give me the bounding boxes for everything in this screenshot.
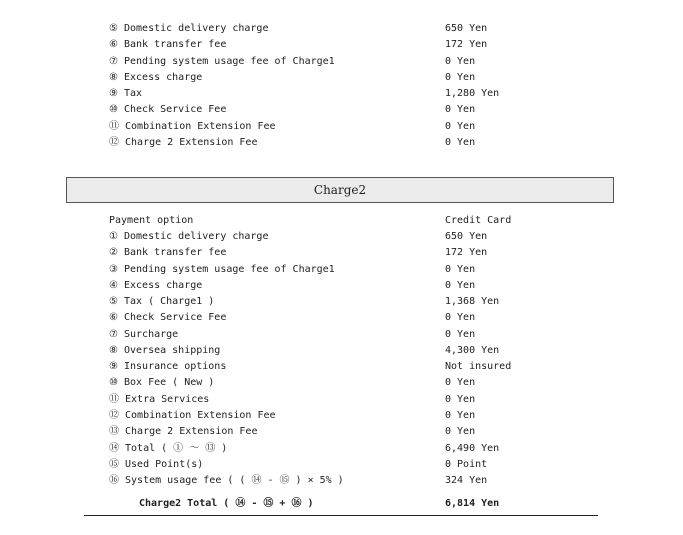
charge1-row-value: 650 Yen: [445, 23, 488, 34]
charge2-row-label: ④ Excess charge: [109, 280, 203, 291]
charge1-row-label: ⑧ Excess charge: [109, 72, 203, 83]
charge1-row-value: 172 Yen: [445, 39, 488, 50]
charge1-row-label: ⑦ Pending system usage fee of Charge1: [109, 56, 335, 67]
charge2-row-value: 0 Yen: [445, 312, 476, 323]
charge2-total-value: 6,814 Yen: [445, 498, 500, 509]
payment-option-value: Credit Card: [445, 215, 512, 226]
charge2-row-label: ⑧ Oversea shipping: [109, 345, 221, 356]
charge2-row-value: 172 Yen: [445, 247, 488, 258]
charge2-row-label: ⑯ System usage fee ( ( ⑭ - ⑮ ) × 5% ): [109, 475, 344, 486]
charge2-row-label: ① Domestic delivery charge: [109, 231, 269, 242]
charge2-row-label: ⑤ Tax ( Charge1 ): [109, 296, 215, 307]
charge2-section-header: Charge2: [66, 177, 614, 203]
charge2-row-value: 4,300 Yen: [445, 345, 500, 356]
charge2-row-label: ⑨ Insurance options: [109, 361, 227, 372]
total-divider: [84, 515, 598, 516]
charge2-row-value: 0 Yen: [445, 377, 476, 388]
charge1-row-label: ⑫ Charge 2 Extension Fee: [109, 137, 258, 148]
charge2-row-value: 0 Point: [445, 459, 488, 470]
charge2-row-label: ⑥ Check Service Fee: [109, 312, 227, 323]
charge2-row-value: 0 Yen: [445, 410, 476, 421]
charge1-row-value: 0 Yen: [445, 56, 476, 67]
charge1-row-value: 0 Yen: [445, 104, 476, 115]
charge1-row-label: ⑨ Tax: [109, 88, 143, 99]
charge2-row-value: 1,368 Yen: [445, 296, 500, 307]
charge2-row-value: 324 Yen: [445, 475, 488, 486]
charge2-total-label: Charge2 Total ( ⑭ - ⑮ + ⑯ ): [139, 498, 314, 509]
charge1-row-label: ⑩ Check Service Fee: [109, 104, 227, 115]
charge2-row-label: ⑦ Surcharge: [109, 329, 179, 340]
charge2-row-value: 0 Yen: [445, 329, 476, 340]
charge1-row-label: ⑥ Bank transfer fee: [109, 39, 227, 50]
charge2-row-label: ⑭ Total ( ① ～ ⑬ ): [109, 443, 228, 454]
charge1-row-value: 0 Yen: [445, 137, 476, 148]
charge2-row-label: ⑬ Charge 2 Extension Fee: [109, 426, 258, 437]
charge2-row-value: 650 Yen: [445, 231, 488, 242]
charge1-row-label: ⑤ Domestic delivery charge: [109, 23, 269, 34]
charge2-row-value: 6,490 Yen: [445, 443, 500, 454]
charge1-row-value: 0 Yen: [445, 121, 476, 132]
charge2-row-label: ⑫ Combination Extension Fee: [109, 410, 276, 421]
charge2-row-label: ② Bank transfer fee: [109, 247, 227, 258]
charge2-row-label: ⑩ Box Fee ( New ): [109, 377, 215, 388]
charge1-row-label: ⑪ Combination Extension Fee: [109, 121, 276, 132]
charge2-row-value: 0 Yen: [445, 426, 476, 437]
charge1-row-value: 1,280 Yen: [445, 88, 500, 99]
charge2-row-value: 0 Yen: [445, 394, 476, 405]
charge2-row-label: ③ Pending system usage fee of Charge1: [109, 264, 335, 275]
payment-option-label: Payment option: [109, 215, 194, 226]
charge1-row-value: 0 Yen: [445, 72, 476, 83]
charge2-row-value: 0 Yen: [445, 264, 476, 275]
charge2-row-value: Not insured: [445, 361, 512, 372]
charge2-row-label: ⑮ Used Point(s): [109, 459, 204, 470]
charge2-row-label: ⑪ Extra Services: [109, 394, 210, 405]
charge2-row-value: 0 Yen: [445, 280, 476, 291]
